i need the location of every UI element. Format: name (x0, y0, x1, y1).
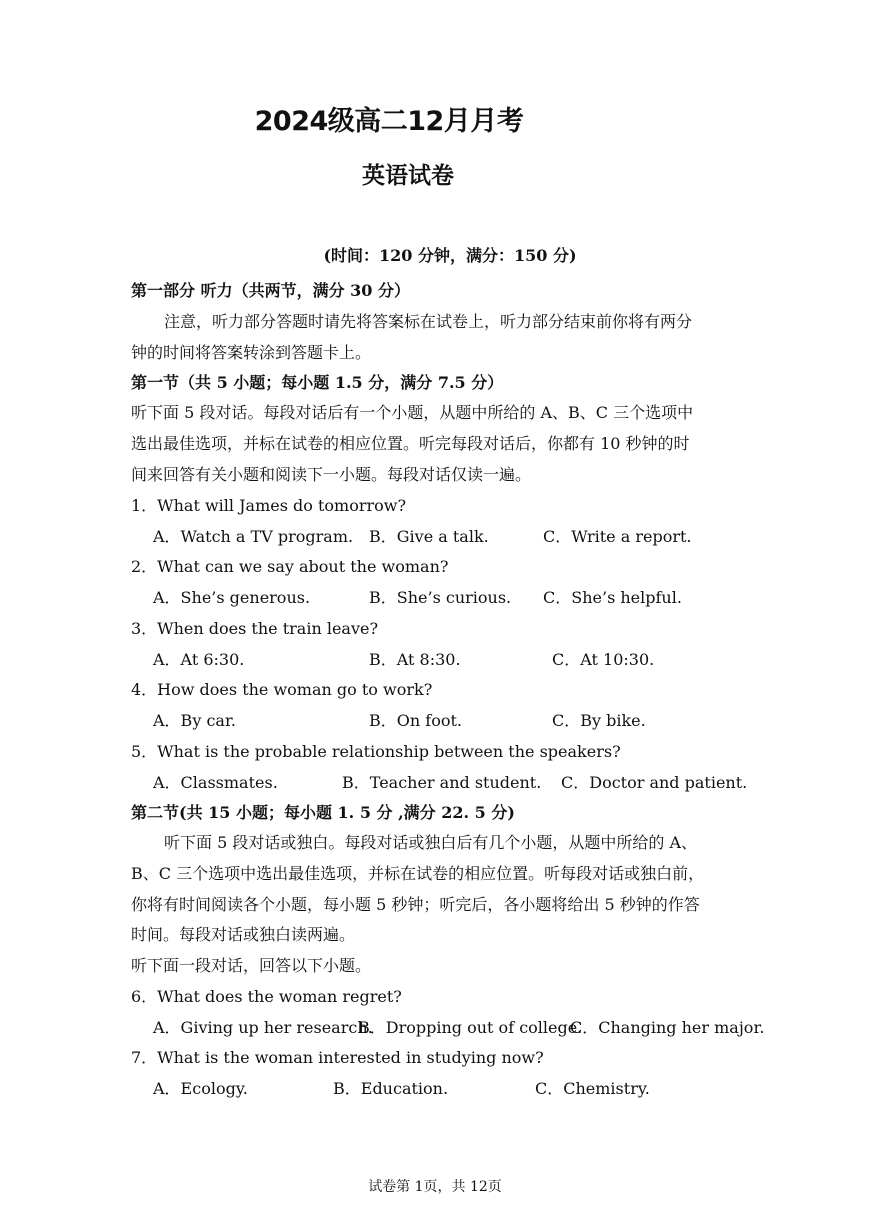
question-stem: 7．What is the woman interested in studying now? (131, 1048, 544, 1067)
part1-note-line: 注意，听力部分答题时请先将答案标在试卷上，听力部分结束前你将有两分 (164, 312, 693, 331)
question-stem: 1．What will James do tomorrow? (131, 496, 407, 515)
part1-note-line: 钟的时间将答案转涂到答题卡上。 (131, 343, 372, 362)
dialogue-prompt: 听下面一段对话，回答以下小题。 (131, 956, 372, 975)
question-option: A．Giving up her research. (153, 1018, 373, 1037)
question-option: A．She’s generous. (153, 588, 311, 607)
question-stem: 2．What can we say about the woman? (131, 557, 449, 576)
section1-instruction-line: 选出最佳选项，并标在试卷的相应位置。听完每段对话后，你都有 10 秒钟的时 (131, 434, 690, 453)
section1-heading: 第一节（共 5 小题；每小题 1.5 分，满分 7.5 分） (131, 373, 504, 392)
question-option: A．Classmates. (153, 773, 278, 792)
exam-subtitle: 英语试卷 (362, 163, 454, 189)
question-stem: 4．How does the woman go to work? (131, 680, 433, 699)
exam-title: 2024级高二12月月考 (254, 106, 524, 137)
question-stem: 6．What does the woman regret? (131, 987, 402, 1006)
section2-instruction-line: 你将有时间阅读各个小题，每小题 5 秒钟；听完后，各小题将给出 5 秒钟的作答 (131, 895, 700, 914)
question-option: C．Doctor and patient. (561, 773, 748, 792)
section2-heading: 第二节(共 15 小题；每小题 1. 5 分 ,满分 22. 5 分) (131, 803, 515, 822)
question-option: C．At 10:30. (552, 650, 655, 669)
question-option: A．Ecology. (153, 1079, 248, 1098)
section2-instruction-line: 听下面 5 段对话或独白。每段对话或独白后有几个小题，从题中所给的 A、 (164, 833, 697, 852)
section2-instruction-line: B、C 三个选项中选出最佳选项，并标在试卷的相应位置。听每段对话或独白前， (131, 864, 705, 883)
question-option: C．She’s helpful. (543, 588, 682, 607)
section2-instruction-line: 时间。每段对话或独白读两遍。 (131, 925, 356, 944)
question-option: A．By car. (153, 711, 236, 730)
question-stem: 5．What is the probable relationship between the speakers? (131, 742, 621, 761)
question-option: B．Teacher and student. (342, 773, 542, 792)
section1-instruction-line: 间来回答有关小题和阅读下一小题。每段对话仅读一遍。 (131, 465, 532, 484)
question-option: A．Watch a TV program. (153, 527, 354, 546)
question-option: C．Write a report. (543, 527, 692, 546)
part1-heading: 第一部分 听力（共两节，满分 30 分） (131, 281, 410, 300)
question-option: B．Give a talk. (369, 527, 489, 546)
question-option: B．She’s curious. (369, 588, 512, 607)
question-option: B．Education. (333, 1079, 449, 1098)
question-option: B．At 8:30. (369, 650, 461, 669)
question-stem: 3．When does the train leave? (131, 619, 379, 638)
time-info: (时间：120 分钟，满分：150 分) (323, 246, 577, 265)
question-option: C．Changing her major. (570, 1018, 765, 1037)
question-option: B．Dropping out of college. (358, 1018, 583, 1037)
page-footer: 试卷第 1页，共 12页 (368, 1179, 502, 1195)
question-option: C．By bike. (552, 711, 646, 730)
question-option: A．At 6:30. (153, 650, 245, 669)
question-option: B．On foot. (369, 711, 462, 730)
question-option: C．Chemistry. (535, 1079, 650, 1098)
section1-instruction-line: 听下面 5 段对话。每段对话后有一个小题，从题中所给的 A、B、C 三个选项中 (131, 403, 694, 422)
